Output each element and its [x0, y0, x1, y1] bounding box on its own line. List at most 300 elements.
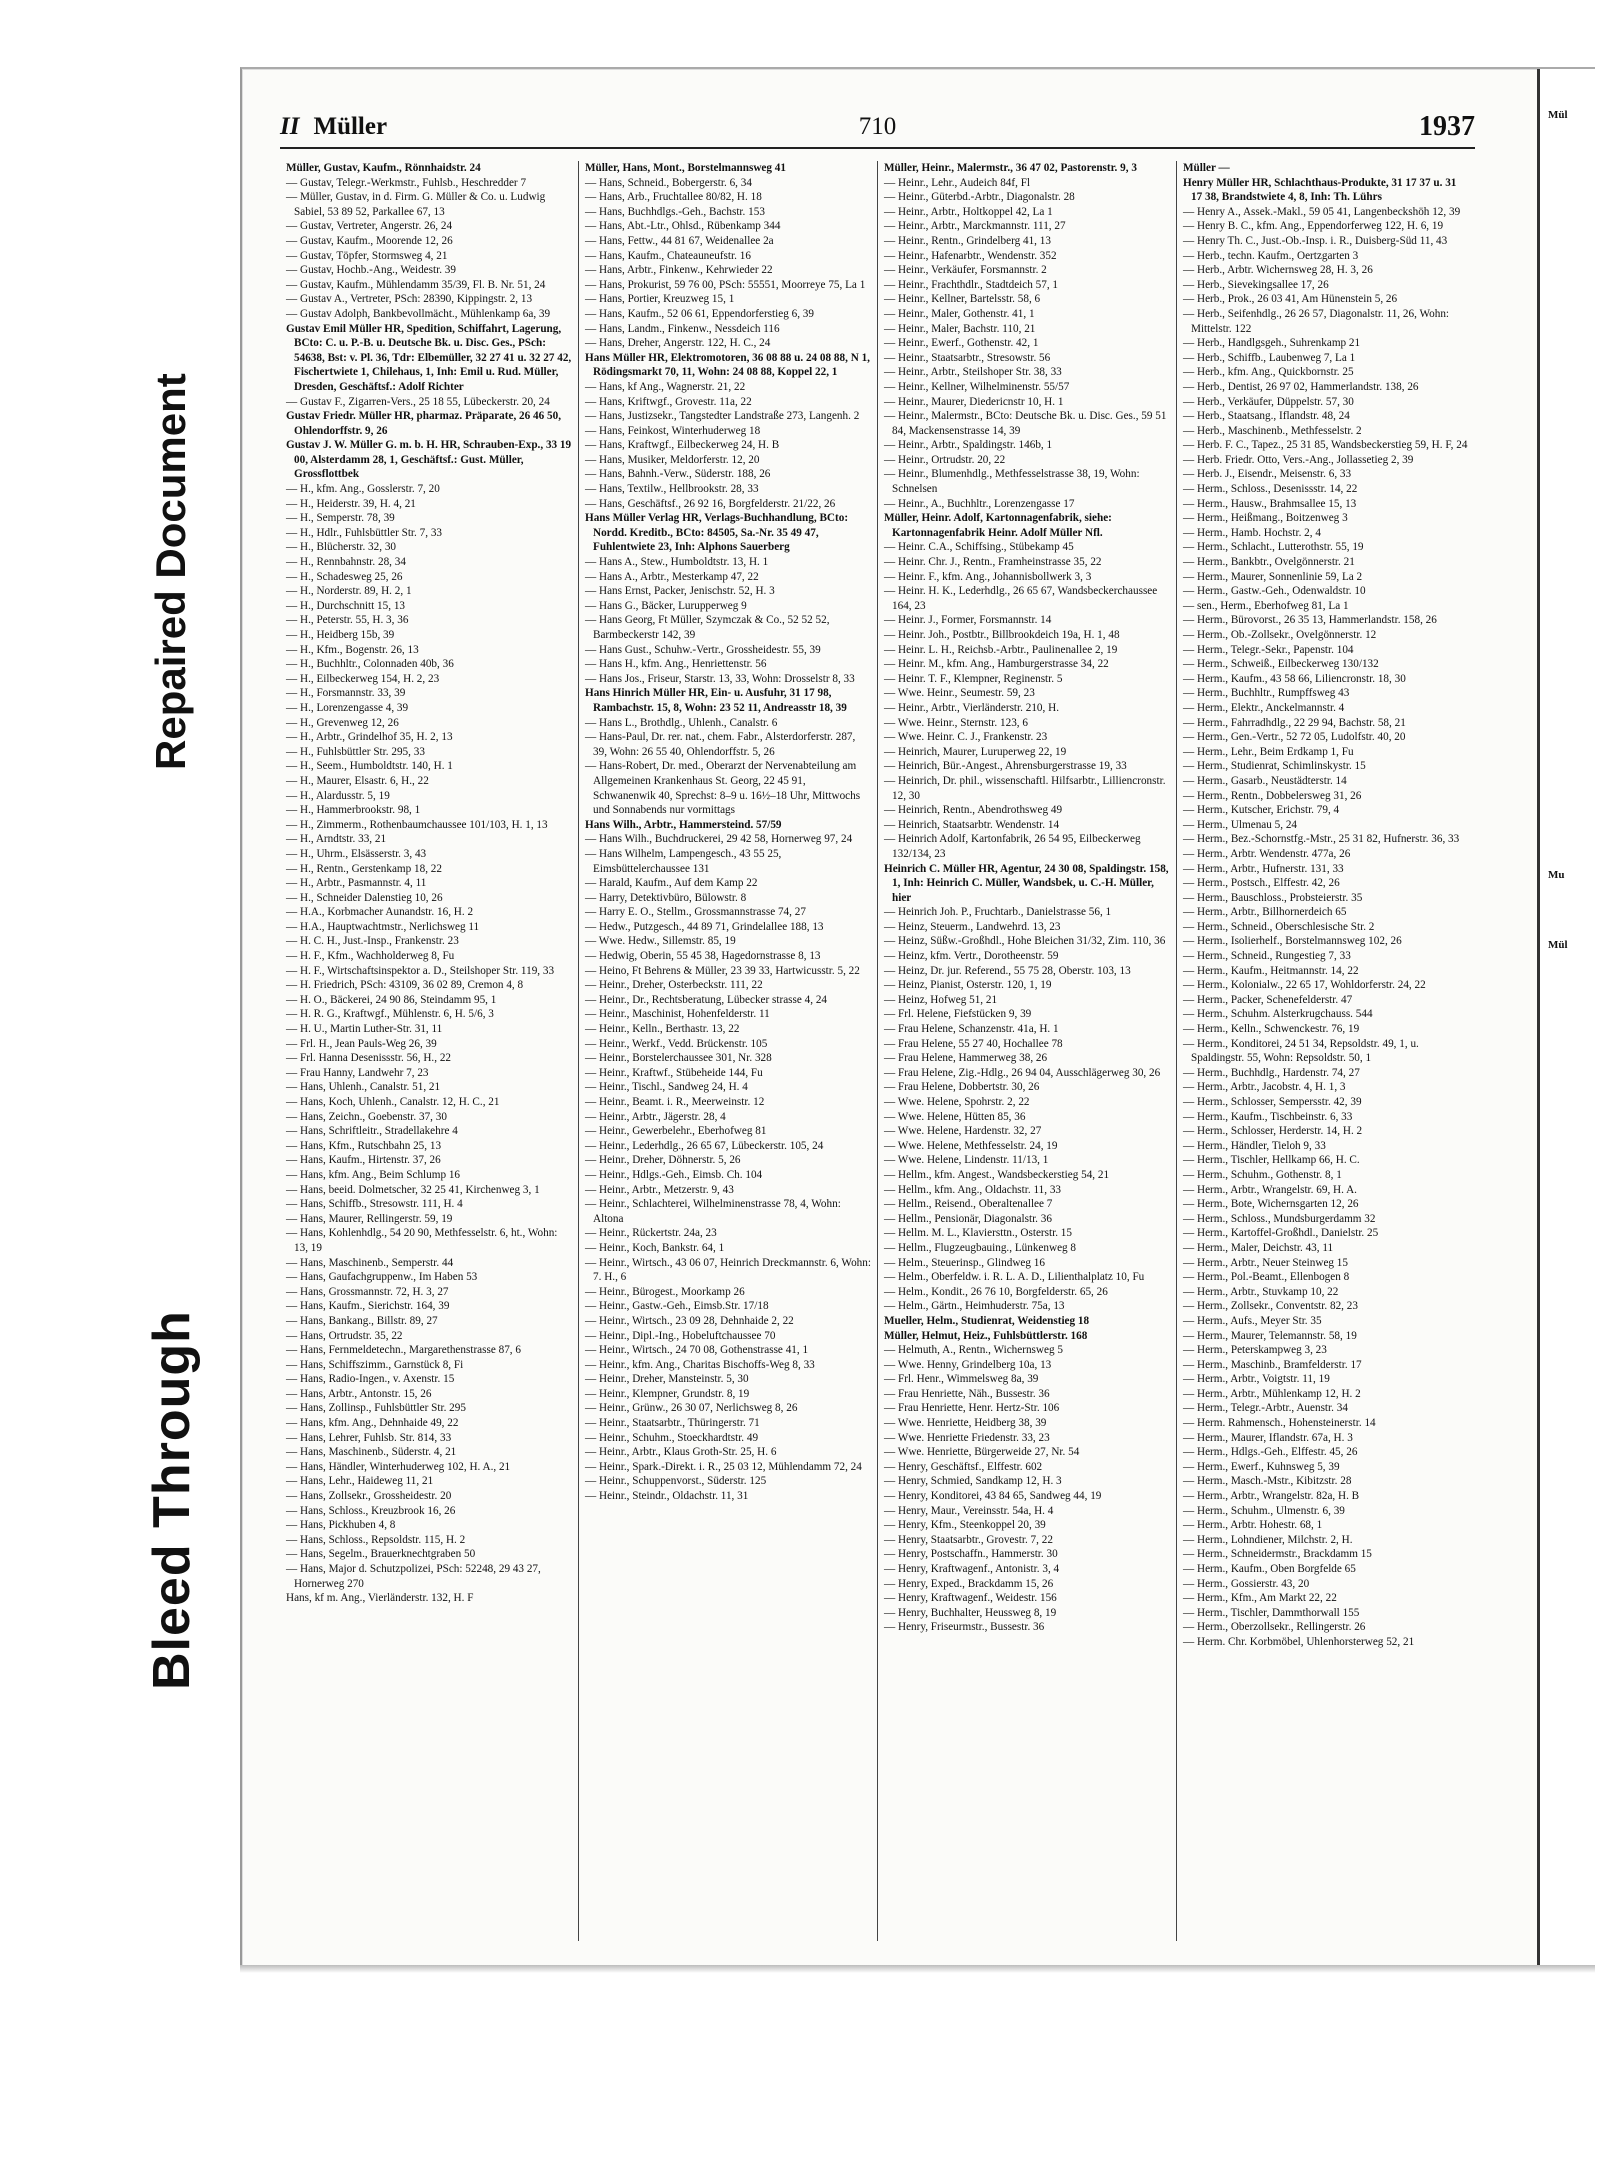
directory-entry: — Hellm. M. L., Klaviersttn., Osterstr. 15: [884, 1227, 1072, 1240]
directory-entry: — Herm., Rentn., Dobbelersweg 31, 26: [1183, 789, 1362, 802]
directory-entry: — H. O., Bäckerei, 24 90 86, Steindamm 95, 1: [286, 993, 497, 1006]
directory-entry: — Wwe. Henny, Grindelberg 10a, 13: [884, 1358, 1052, 1371]
directory-entry: — Hans, Justizsekr., Tangstedter Landstraße 273, Langenh. 2: [585, 410, 860, 423]
directory-entry: — Hans, Kaufm., Hirtenstr. 37, 26: [286, 1154, 441, 1167]
directory-entry: — Hans, Kaufm., Chateauneufstr. 16: [585, 249, 751, 262]
directory-entry: — Herb., Arbtr. Wichernsweg 28, H. 3, 26: [1183, 264, 1373, 277]
directory-entry: — Herb., kfm. Ang., Quickbornstr. 25: [1183, 366, 1354, 379]
directory-entry: — Heinr., Lederhdlg., 26 65 67, Lübeckerstr. 105, 24: [585, 1139, 824, 1152]
directory-entry: — H., Alardusstr. 5, 19: [286, 789, 390, 802]
directory-entry: — Heinr., Klempner, Grundstr. 8, 19: [585, 1387, 750, 1400]
directory-entry: — Wwe. Henriette, Heidberg 38, 39: [884, 1417, 1047, 1430]
directory-entry: — Herm., Hamb. Hochstr. 2, 4: [1183, 526, 1321, 539]
directory-entry: — Hans, Portier, Kreuzweg 15, 1: [585, 293, 735, 306]
directory-entry: — Heinr., Dr., Rechtsberatung, Lübecker strasse 4, 24: [585, 993, 828, 1006]
directory-entry: — Müller, Gustav, in d. Firm. G. Müller & Co. u. Ludwig Sabiel, 53 89 52, Parkallee 67, 13: [286, 191, 546, 218]
directory-entry: — Frau Helene, Zig.-Hdlg., 26 94 04, Ausschlägerweg 30, 26: [884, 1066, 1161, 1079]
directory-entry: — Wwe. Hedw., Sillemstr. 85, 19: [585, 935, 736, 948]
directory-entry: — Frau Henriette, Näh., Bussestr. 36: [884, 1387, 1050, 1400]
directory-entry: — Heinr., Beamt. i. R., Meerweinstr. 12: [585, 1096, 765, 1108]
directory-entry: — Hans Georg, Ft Müller, Szymczak & Co., 52 52 52, Barmbeckerstr 142, 39: [585, 614, 830, 641]
directory-entry: — Herb., techn. Kaufm., Oertzgarten 3: [1183, 249, 1359, 262]
directory-entry: — Heinr., Verkäufer, Forsmannstr. 2: [884, 264, 1047, 277]
directory-entry: — Hans, Dreher, Angerstr. 122, H. C., 24: [585, 337, 771, 350]
directory-entry: — Herm., Konditorei, 24 51 34, Repsoldstr. 49, 1, u. Spaldingstr. 55, Wohn: Repsoldstr. 50, 1: [1183, 1037, 1419, 1065]
directory-entry: — Henry, Schmied, Sandkamp 12, H. 3: [884, 1475, 1062, 1488]
directory-entry: — Herm., Schweiß., Eilbeckerweg 130/132: [1183, 658, 1379, 671]
directory-entry: — Herm., Maler, Deichstr. 43, 11: [1183, 1241, 1334, 1254]
directory-entry: — Heinr., Ewerf., Gothenstr. 42, 1: [884, 337, 1039, 350]
directory-entry: — H., Schadesweg 25, 26: [286, 570, 403, 583]
directory-entry: — Herb., Schiffb., Laubenweg 7, La 1: [1183, 351, 1356, 364]
directory-entry: — Herm., Telegr.-Sekr., Papenstr. 104: [1183, 643, 1354, 656]
directory-entry: — Herm., Zollsekr., Conventstr. 82, 23: [1183, 1300, 1358, 1313]
directory-entry: — Hans L., Brothdlg., Uhlenh., Canalstr. 6: [585, 716, 778, 729]
directory-entry: — Herm., Gasarb., Neustädterstr. 14: [1183, 774, 1347, 787]
directory-entry: — Frau Helene, Schanzenstr. 41a, H. 1: [884, 1023, 1059, 1036]
directory-entry: — Henry, Buchhalter, Heussweg 8, 19: [884, 1606, 1057, 1619]
directory-entry: — Heinr., Ortrudstr. 20, 22: [884, 453, 1006, 466]
directory-entry: — Herm., Postsch., Elffestr. 42, 26: [1183, 877, 1340, 890]
directory-entry: — Herm., Isolierhelf., Borstelmannsweg 102, 26: [1183, 935, 1402, 948]
directory-entry: — H., Uhrm., Elsässerstr. 3, 43: [286, 847, 427, 860]
directory-entry: — Hans, kfm. Ang., Beim Schlump 16: [286, 1168, 461, 1181]
directory-entry: — Hans, Fettw., 44 81 67, Weidenallee 2a: [585, 234, 774, 247]
directory-entry: — Herm., Lohndiener, Milchstr. 2, H.: [1183, 1533, 1353, 1546]
directory-entry: — Hans, Kaufm., 52 06 61, Eppendorferstieg 6, 39: [585, 307, 814, 320]
directory-entry: — H., Arbtr., Pasmannstr. 4, 11: [286, 877, 427, 890]
directory-entry: — Heinr., Maurer, Diedericnstr 10, H. 1: [884, 395, 1064, 408]
directory-entry: — Hans, Lehrer, Fuhlsb. Str. 814, 33: [286, 1431, 452, 1444]
directory-entry: — Herm., Händler, Tieloh 9, 33: [1183, 1139, 1326, 1152]
directory-entry: — Hans, Textilw., Hellbrookstr. 28, 33: [585, 483, 759, 496]
directory-entry: — Heinr. J., Former, Forsmannstr. 14: [884, 614, 1052, 627]
directory-entry: — H., Arndtstr. 33, 21: [286, 833, 387, 846]
directory-entry: — Heinrich Adolf, Kartonfabrik, 26 54 95, Eilbeckerweg 132/134, 23: [884, 833, 1141, 860]
directory-entry: — Hans, Buchhdlgs.-Geh., Bachstr. 153: [585, 205, 765, 218]
directory-entry: — Helm., Steuerinsp., Glindweg 16: [884, 1256, 1045, 1269]
directory-entry: — Herm., Fahrradhdlg., 22 29 94, Bachstr. 58, 21: [1183, 716, 1406, 729]
directory-entry: — Heinr., Werkf., Vedd. Brückenstr. 105: [585, 1037, 768, 1050]
directory-entry: — Herm., Bote, Wichernsgarten 12, 26: [1183, 1198, 1359, 1211]
directory-entry: — Herb., Seifenhdlg., 26 26 57, Diagonalstr. 11, 26, Wohn: Mittelstr. 122: [1183, 307, 1450, 335]
directory-entry: — Herm., Bauschloss., Probsteierstr. 35: [1183, 891, 1363, 904]
directory-entry: — Frl. Helene, Fiefstücken 9, 39: [884, 1008, 1032, 1021]
directory-entry: — Hans A., Arbtr., Mesterkamp 47, 22: [585, 570, 759, 583]
directory-entry: — H., Hammerbrookstr. 98, 1: [286, 804, 421, 817]
directory-entry: — Herb., Staatsang., Iflandstr. 48, 24: [1183, 410, 1350, 423]
directory-entry: — Frau Helene, Dobbertstr. 30, 26: [884, 1081, 1040, 1094]
bleed-through-label: Bleed Through: [143, 1310, 201, 1690]
directory-entry: — Heinr., Borstelerchaussee 301, Nr. 328: [585, 1052, 772, 1065]
directory-entry: — H., Forsmannstr. 33, 39: [286, 687, 406, 700]
directory-entry: — Herm., Hausw., Brahmsallee 15, 13: [1183, 497, 1357, 510]
directory-entry: — Heinrich, Staatsarbtr. Wendenstr. 14: [884, 818, 1060, 831]
directory-entry: — Herm., Arbtr., Hufnerstr. 131, 33: [1183, 862, 1344, 875]
directory-entry: — Heinrich, Dr. phil., wissenschaftl. Hilfsarbtr., Lilliencronstr. 12, 30: [884, 774, 1166, 802]
directory-entry: — Herm., Tischler, Dammthorwall 155: [1183, 1606, 1360, 1619]
directory-entry: — Herm., Bürovorst., 26 35 13, Hammerlandstr. 158, 26: [1183, 614, 1437, 627]
directory-entry: — Herb., Dentist, 26 97 02, Hammerlandstr. 138, 26: [1183, 380, 1419, 393]
directory-entry: — H., Peterstr. 55, H. 3, 36: [286, 614, 409, 627]
directory-entry: — Herm., Oberzollsekr., Rellingerstr. 26: [1183, 1621, 1366, 1634]
directory-entry: — H., Kfm., Bogenstr. 26, 13: [286, 643, 419, 656]
header-year: 1937: [1419, 111, 1475, 142]
directory-entry: — H., Durchschnitt 15, 13: [286, 599, 406, 612]
directory-entry: Mueller, Helm., Studienrat, Weidenstieg 18: [884, 1314, 1090, 1327]
directory-entry: — Henry, Staatsarbtr., Grovestr. 7, 22: [884, 1533, 1053, 1546]
directory-entry: — Hans, Kriftwgf., Grovestr. 11a, 22: [585, 395, 752, 408]
directory-entry: — Frau Helene, Hammerweg 38, 26: [884, 1052, 1048, 1065]
directory-entry: — Herb., Maschinenb., Methfesselstr. 2: [1183, 424, 1362, 437]
directory-entry: — Heinz, Hofweg 51, 21: [884, 993, 998, 1006]
directory-entry: — Herb. Friedr. Otto, Vers.-Ang., Jollassetieg 2, 39: [1183, 453, 1414, 466]
directory-entry: — Hans Ernst, Packer, Jenischstr. 52, H. 3: [585, 585, 775, 598]
directory-entry: — Frl. Henr., Wimmelsweg 8a, 39: [884, 1373, 1039, 1386]
directory-entry: — Heinr., Koch, Bankstr. 64, 1: [585, 1241, 725, 1254]
directory-entry: — Heinr., Schuppenvorst., Süderstr. 125: [585, 1475, 767, 1488]
directory-entry: — Harry E. O., Stellm., Grossmannstrasse 74, 27: [585, 906, 806, 919]
directory-entry: — Herm., Arbtr. Hohestr. 68, 1: [1183, 1519, 1323, 1532]
directory-entry: — Hans Wilh., Buchdruckerei, 29 42 58, Hornerweg 97, 24: [585, 833, 853, 846]
directory-entry: — H. C. H., Just.-Insp., Frankenstr. 23: [286, 935, 459, 948]
directory-entry: — Hans, Maurer, Rellingerstr. 59, 19: [286, 1212, 453, 1225]
directory-entry: — Herm., Tischler, Hellkamp 66, H. C.: [1183, 1154, 1360, 1167]
directory-entry: — Hans G., Bäcker, Lurupperweg 9: [585, 599, 747, 612]
directory-entry: — Heinrich, Bür.-Angest., Ahrensburgerstrasse 19, 33: [884, 760, 1127, 773]
directory-entry: — Hans, kf Ang., Wagnerstr. 21, 22: [585, 380, 746, 393]
directory-entry: — Hans, Kraftwgf., Eilbeckerweg 24, H. B: [585, 439, 780, 452]
directory-entry: — Hans, Geschäftsf., 26 92 16, Borgfelderstr. 21/22, 26: [585, 497, 836, 510]
directory-entry: — Hans, Landm., Finkenw., Nessdeich 116: [585, 322, 780, 335]
directory-entry: — Heinr. L. H., Reichsb.-Arbtr., Paulinenallee 2, 19: [884, 643, 1118, 656]
directory-entry: — Heinz, Pianist, Osterstr. 120, 1, 19: [884, 979, 1052, 992]
directory-entry: — Henry, Geschäftsf., Elffestr. 602: [884, 1460, 1043, 1473]
directory-entry: — Hans, Maschinenb., Süderstr. 4, 21: [286, 1446, 457, 1459]
directory-entry: — Herm., Elektr., Anckelmannstr. 4: [1183, 701, 1345, 714]
directory-entry: — Herb., Verkäufer, Düppelstr. 57, 30: [1183, 395, 1354, 408]
directory-entry: — Gustav, Töpfer, Stormsweg 4, 21: [286, 249, 448, 262]
directory-entry: — Heinz, kfm. Vertr., Dorotheenstr. 59: [884, 950, 1059, 963]
directory-entry: — Hans, Feinkost, Winterhuderweg 18: [585, 424, 761, 437]
directory-entry: — H., kfm. Ang., Gosslerstr. 7, 20: [286, 483, 440, 496]
directory-entry: — Heinr., Kellner, Bartelsstr. 58, 6: [884, 293, 1041, 306]
directory-entry: — H., Heidberg 15b, 39: [286, 629, 395, 641]
directory-entry: — Frau Henriette, Henr. Hertz-Str. 106: [884, 1402, 1060, 1415]
directory-entry: — Hellm., kfm. Angest., Wandsbeckerstieg 54, 21: [884, 1168, 1110, 1181]
directory-entry: — H., Eilbeckerweg 154, H. 2, 23: [286, 672, 440, 685]
directory-entry: — H., Hdlr., Fuhlsbüttler Str. 7, 33: [286, 526, 443, 539]
scanned-page: [240, 67, 1595, 1967]
directory-entry: — Herm., Schuhm. Alsterkrugchauss. 544: [1183, 1008, 1373, 1021]
directory-entry: — Hans Gust., Schuhw.-Vertr., Grossheidestr. 55, 39: [585, 643, 821, 656]
directory-entry: — Henry, Maur., Vereinsstr. 54a, H. 4: [884, 1504, 1054, 1517]
directory-entry: — Hans, Schneid., Bobergerstr. 6, 34: [585, 176, 752, 189]
directory-entry: — Herm., Buchhltr., Rumpffsweg 43: [1183, 687, 1350, 700]
directory-entry: — Hans-Paul, Dr. rer. nat., chem. Fabr., Alsterdorferstr. 287, 39, Wohn: 26 55 40, Ohlendorffstr. 5, 26: [585, 731, 856, 758]
directory-entry: — H.A., Korbmacher Aunandstr. 16, H. 2: [286, 906, 474, 919]
directory-entry: — Heinr., Arbtr., Marckmannstr. 111, 27: [884, 220, 1066, 233]
directory-entry: — Herm., Schloss., Mundsburgerdamm 32: [1183, 1212, 1376, 1225]
directory-entry: — sen., Herm., Eberhofweg 81, La 1: [1183, 599, 1349, 612]
directory-entry: — Heinr., Gastw.-Geh., Eimsb.Str. 17/18: [585, 1300, 769, 1313]
directory-entry: — Heinr., Maler, Bachstr. 110, 21: [884, 322, 1036, 335]
directory-entry: — Hans, Zollsekr., Grossheidestr. 20: [286, 1490, 452, 1503]
directory-entry: — Herm., Maschinb., Bramfelderstr. 17: [1183, 1358, 1362, 1371]
column-4: [1177, 161, 1475, 1941]
directory-entry: — Herm., Kaufm., Oben Borgfelde 65: [1183, 1563, 1356, 1575]
column-2: [579, 161, 878, 1941]
directory-entry: — Heinr., Arbtr., Metzerstr. 9, 43: [585, 1183, 734, 1196]
directory-entry: — Hans, Schiffb., Stresowstr. 111, H. 4: [286, 1198, 463, 1211]
directory-entry: — Hans, Lehr., Haideweg 11, 21: [286, 1475, 434, 1488]
directory-entry: — Hans, Gaufachgruppenw., Im Haben 53: [286, 1271, 478, 1284]
directory-entry: — Heinr., Steindr., Oldachstr. 11, 31: [585, 1490, 749, 1503]
directory-entry: — Hans Wilhelm, Lampengesch., 43 55 25, Eimsbüttelerchaussee 131: [585, 847, 782, 875]
directory-entry: — Herm., Schuhm., Ulmenstr. 6, 39: [1183, 1504, 1345, 1517]
directory-entry: — Heinr., Dreher, Döhnerstr. 5, 26: [585, 1154, 741, 1167]
directory-entry: — H. R. G., Kraftwgf., Mühlenstr. 6, H. 5/6, 3: [286, 1008, 494, 1021]
directory-entry: — Hans, Händler, Winterhuderweg 102, H. A., 21: [286, 1460, 511, 1473]
directory-entry: — Herb., Prok., 26 03 41, Am Hünenstein 5, 26: [1183, 293, 1398, 306]
directory-entry: — Hans, Kohlenhdlg., 54 20 90, Methfesselstr. 6, ht., Wohn: 13, 19: [286, 1227, 558, 1254]
directory-entry: — Herm., Schuhm., Gothenstr. 8, 1: [1183, 1168, 1342, 1181]
directory-entry: — Herm., Ob.-Zollsekr., Ovelgönnerstr. 12: [1183, 629, 1377, 641]
directory-entry: — Heinr. H. K., Lederhdlg., 26 65 67, Wandsbeckerchaussee 164, 23: [884, 585, 1158, 612]
directory-entry: — Wwe. Henriette, Bürgerweide 27, Nr. 54: [884, 1446, 1080, 1459]
directory-entry: — Heinr., Güterbd.-Arbtr., Diagonalstr. 28: [884, 191, 1075, 204]
directory-entry: — Henry, Kraftwagenf., Antonistr. 3, 4: [884, 1563, 1060, 1575]
directory-entry: — Hans, Bahnh.-Verw., Süderstr. 188, 26: [585, 468, 771, 481]
directory-entry: — Hans A., Stew., Humboldtstr. 13, H. 1: [585, 556, 769, 569]
directory-entry: — Hans, Pickhuben 4, 8: [286, 1519, 396, 1532]
directory-entry: — H., Rentn., Gerstenkamp 18, 22: [286, 862, 442, 875]
directory-entry: — Heinr. M., kfm. Ang., Hamburgerstrasse 34, 22: [884, 658, 1109, 671]
directory-entry: — Heinrich, Rentn., Abendrothsweg 49: [884, 804, 1063, 817]
directory-entry: — Hans, Schloss., Kreuzbrook 16, 26: [286, 1504, 456, 1517]
directory-entry: — Hans, Fernmeldetechn., Margarethenstrasse 87, 6: [286, 1344, 521, 1357]
directory-entry: Hans Müller HR, Elektromotoren, 36 08 88 u. 24 08 88, N 1, Rödingsmarkt 70, 11, Wohn: 24 08 88, Koppel 22, 1: [585, 351, 870, 379]
directory-entry: — Hans, Schiffszimm., Garnstück 8, Fi: [286, 1358, 464, 1371]
directory-entry: — Heinr. C.A., Schiffsing., Stübekamp 45: [884, 541, 1074, 554]
edge-word-3: Mül: [1548, 939, 1568, 951]
directory-entry: — H., Norderstr. 89, H. 2, 1: [286, 585, 412, 598]
directory-entry: Henry Müller HR, Schlachthaus-Produkte, 31 17 37 u. 31 17 38, Brandstwiete 4, 8, Inh: Th. Lührs: [1183, 176, 1457, 204]
directory-entry: — Heinr., Kelln., Berthastr. 13, 22: [585, 1023, 740, 1036]
directory-entry: — Heinr., Dreher, Osterbeckstr. 111, 22: [585, 979, 763, 992]
directory-entry: — Herm., Lehr., Beim Erdkamp 1, Fu: [1183, 745, 1354, 758]
directory-entry: — Heinr. Joh., Postbtr., Billbrookdeich 19a, H. 1, 48: [884, 629, 1120, 641]
directory-entry: — Herm., Ewerf., Kuhnsweg 5, 39: [1183, 1460, 1340, 1473]
directory-entry: — Hans, Ortrudstr. 35, 22: [286, 1329, 403, 1342]
directory-entry: — Herb., Sievekingsallee 17, 26: [1183, 278, 1329, 291]
directory-entry: — Gustav F., Zigarren-Vers., 25 18 55, Lübeckerstr. 20, 24: [286, 395, 550, 408]
directory-entry: — Herm., Hdlgs.-Geh., Elffestr. 45, 26: [1183, 1446, 1358, 1459]
directory-entry: — Herm., Kfm., Am Markt 22, 22: [1183, 1592, 1337, 1605]
directory-entry: — Herm., Arbtr., Jacobstr. 4, H. 1, 3: [1183, 1081, 1346, 1094]
directory-entry: — Heinr., Arbtr., Steilshoper Str. 38, 33: [884, 366, 1062, 379]
edge-word-2: Mu: [1548, 869, 1565, 881]
directory-entry: — Herm., Telegr.-Arbtr., Auenstr. 34: [1183, 1402, 1348, 1415]
directory-entry: — Hans, Maschinenb., Semperstr. 44: [286, 1256, 454, 1269]
directory-entry: — Gustav, Vertreter, Angerstr. 26, 24: [286, 220, 453, 233]
directory-entry: — Gustav, Telegr.-Werkmstr., Fuhlsb., Heschredder 7: [286, 176, 527, 189]
directory-entry: — H. F., Wirtschaftsinspektor a. D., Steilshoper Str. 119, 33: [286, 964, 555, 977]
directory-entry: — Heinr., kfm. Ang., Charitas Bischoffs-Weg 8, 33: [585, 1358, 815, 1371]
directory-entry: — Heinr., Arbtr., Vierländerstr. 210, H.: [884, 701, 1059, 714]
directory-entry: Gustav J. W. Müller G. m. b. H. HR, Schrauben-Exp., 33 19 00, Alsterdamm 28, 1, Geschäftsf.: Gust. Müller, Grossflottbek: [286, 439, 572, 481]
directory-entry: — Heino, Ft Behrens & Müller, 23 39 33, Hartwicusstr. 5, 22: [585, 964, 860, 977]
directory-entry: — Herm., Arbtr., Voigtstr. 11, 19: [1183, 1373, 1330, 1386]
directory-entry: — Harry, Detektivbüro, Bülowstr. 8: [585, 891, 747, 904]
directory-entry: Müller, Heinr., Malermstr., 36 47 02, Pastorenstr. 9, 3: [884, 162, 1137, 174]
directory-entry: Müller, Heinr. Adolf, Kartonnagenfabrik, siehe: Kartonnagenfabrik Heinr. Adolf Müller Nfl.: [884, 512, 1112, 539]
directory-entry: — Heinr., Arbtr., Spaldingstr. 146b, 1: [884, 439, 1053, 452]
directory-entry: Hans Wilh., Arbtr., Hammersteind. 57/59: [585, 818, 782, 831]
directory-entry: — H., Semperstr. 78, 39: [286, 512, 395, 525]
directory-entry: — Heinr., Kraftwf., Stübeheide 144, Fu: [585, 1066, 763, 1079]
directory-entry: — Heinr., Lehr., Audeich 84f, Fl: [884, 176, 1031, 189]
directory-entry: — Herm., Arbtr., Wrangelstr. 82a, H. B: [1183, 1490, 1360, 1503]
column-1: [280, 161, 579, 1941]
directory-entry: — Gustav, Kaufm., Moorende 12, 26: [286, 234, 453, 247]
directory-entry: — Frau Hanny, Landwehr 7, 23: [286, 1066, 429, 1079]
directory-entry: — Herm., Packer, Schenefelderstr. 47: [1183, 993, 1353, 1006]
directory-entry: — Herm., Schneidermstr., Brackdamm 15: [1183, 1548, 1372, 1561]
directory-entry: — Heinr., Maler, Gothenstr. 41, 1: [884, 307, 1035, 320]
directory-entry: — Hans, Bankang., Billstr. 89, 27: [286, 1314, 438, 1327]
directory-entry: — Heinr., Blumenhdlg., Methfesselstrasse 38, 19, Wohn: Schnelsen: [884, 468, 1140, 496]
directory-entry: — Herm., Arbtr., Wrangelstr. 69, H. A.: [1183, 1183, 1357, 1196]
directory-entry: — Henry, Friseurmstr., Bussestr. 36: [884, 1621, 1045, 1634]
directory-entry: — Herm., Kartoffel-Großhdl., Danielstr. 25: [1183, 1227, 1379, 1240]
header-surname: Müller: [313, 113, 388, 140]
directory-entry: — H., Seem., Humboldtstr. 140, H. 1: [286, 760, 453, 773]
directory-entry: — Henry, Postschaffn., Hammerstr. 30: [884, 1548, 1058, 1561]
directory-entry: — Gustav, Hochb.-Ang., Weidestr. 39: [286, 264, 456, 277]
directory-entry: — H., Grevenweg 12, 26: [286, 716, 399, 729]
directory-entry: — Hans, Radio-Ingen., v. Axenstr. 15: [286, 1373, 455, 1386]
directory-entry: — H., Rennbahnstr. 28, 34: [286, 556, 406, 569]
directory-entry: — Hans, beeid. Dolmetscher, 32 25 41, Kirchenweg 3, 1: [286, 1183, 540, 1196]
edge-word-1: Mül: [1548, 109, 1568, 121]
directory-entry: — H., Maurer, Elsastr. 6, H., 22: [286, 774, 429, 787]
directory-entry: — Hans, Arbtr., Antonstr. 15, 26: [286, 1387, 432, 1400]
directory-entry: — Hellm., Flugzeugbauing., Lünkenweg 8: [884, 1241, 1077, 1254]
directory-entry: — Helmuth, A., Rentn., Wichernsweg 5: [884, 1344, 1063, 1357]
directory-entry: — Herm., Kutscher, Erichstr. 79, 4: [1183, 804, 1340, 817]
directory-entry: — Hellm., Pensionär, Diagonalstr. 36: [884, 1212, 1052, 1225]
directory-entry: — Gustav A., Vertreter, PSch: 28390, Kippingstr. 2, 13: [286, 293, 533, 306]
directory-entry: — Heinz, Süßw.-Großhdl., Hohe Bleichen 31/32, Zim. 110, 36: [884, 935, 1166, 948]
directory-entry: — H.A., Hauptwachtmstr., Nerlichsweg 11: [286, 920, 480, 933]
directory-entry: Hans, kf m. Ang., Vierländerstr. 132, H. F: [286, 1592, 474, 1605]
directory-entry: — Herm., Gossierstr. 43, 20: [1183, 1577, 1310, 1590]
directory-entry: — Herm., Arbtr., Billhornerdeich 65: [1183, 906, 1347, 919]
directory-entry: — Heinr., Dreher, Mansteinstr. 5, 30: [585, 1373, 749, 1386]
directory-entry: — Herm., Peterskampweg 3, 23: [1183, 1344, 1327, 1357]
directory-entry: — H., Arbtr., Grindelhof 35, H. 2, 13: [286, 731, 453, 744]
directory-entry: — Heinr., Grünw., 26 30 07, Nerlichsweg 8, 26: [585, 1402, 798, 1415]
directory-entry: — Heinz, Dr. jur. Referend., 55 75 28, Oberstr. 103, 13: [884, 964, 1131, 977]
directory-entry: — H., Lorenzengasse 4, 39: [286, 701, 409, 714]
directory-entry: Müller, Hans, Mont., Borstelmannsweg 41: [585, 162, 786, 174]
directory-entry: — Heinr., Staatsarbtr., Stresowstr. 56: [884, 351, 1051, 364]
directory-entry: — Henry, Konditorei, 43 84 65, Sandweg 44, 19: [884, 1490, 1102, 1503]
directory-entry: — Wwe. Heinr., Seumestr. 59, 23: [884, 687, 1035, 700]
directory-entry: — Herm., Gastw.-Geh., Odenwaldstr. 10: [1183, 585, 1366, 598]
directory-entry: — Hans, Zeichn., Goebenstr. 37, 30: [286, 1110, 447, 1123]
directory-entry: — Herm., Aufs., Meyer Str. 35: [1183, 1314, 1322, 1327]
directory-entry: — Herm., Schlacht., Lutterothstr. 55, 19: [1183, 541, 1364, 554]
directory-entry: — Heinr., Wirtsch., 43 06 07, Heinrich Dreckmannstr. 6, Wohn: 7. H., 6: [585, 1256, 871, 1284]
directory-entry: — Hans, Grossmannstr. 72, H. 3, 27: [286, 1285, 449, 1298]
directory-entry: — Herm., Schneid., Rungestieg 7, 33: [1183, 950, 1351, 963]
directory-entry: — Hans, Abt.-Ltr., Ohlsd., Rübenkamp 344: [585, 220, 781, 233]
directory-entry: — Heinr. T. F., Klempner, Reginenstr. 5: [884, 672, 1063, 685]
directory-entry: — Heinr., Kellner, Wilhelminenstr. 55/57: [884, 380, 1070, 393]
directory-entry: Müller, Gustav, Kaufm., Rönnhaidstr. 24: [286, 162, 481, 174]
directory-entry: — Heinr., Hdlgs.-Geh., Eimsb. Ch. 104: [585, 1168, 763, 1181]
directory-entry: — Hellm., Reisend., Oberaltenallee 7: [884, 1198, 1053, 1211]
directory-entry: — Heinr., Gewerbelehr., Eberhofweg 81: [585, 1125, 767, 1138]
directory-entry: — Herm., Pol.-Beamt., Ellenbogen 8: [1183, 1271, 1350, 1284]
directory-entry: — H., Fuhlsbüttler Str. 295, 33: [286, 745, 425, 758]
directory-entry: Gustav Emil Müller HR, Spedition, Schiffahrt, Lagerung, BCto: C. u. P.-B. u. Deutsche Bk. u. Disc. Ges., PSch: 54638, Bst: v. Pl. 36, Tdr: Elbemüller, 32 27 41 u. 32 27 42, Fischertwiete 1, Chilehaus, 1, Inh: Emil u. Rud. Müller, Dresden, Geschäftsf.: Adolf Richter: [286, 322, 572, 393]
directory-entry: — Herm., Kaufm., Tischbeinstr. 6, 33: [1183, 1110, 1353, 1123]
directory-entry: — H., Heiderstr. 39, H. 4, 21: [286, 497, 416, 510]
directory-entry: — Herm., Schneid., Oberschlesische Str. 2: [1183, 920, 1375, 933]
directory-entry: — Herm., Arbtr., Neuer Steinweg 15: [1183, 1256, 1348, 1269]
directory-entry: Hans Müller Verlag HR, Verlags-Buchhandlung, BCto: Nordd. Kreditb., BCto: 84505, Sa.-Nr. 35 49 47, Fuhlentwiete 23, Inh: Alphons Sauerberg: [585, 512, 849, 554]
directory-entry: — Herm., Studienrat, Schimlinskystr. 15: [1183, 760, 1366, 773]
directory-entry: — Heinr., Frachthdlr., Stadtdeich 57, 1: [884, 278, 1059, 291]
directory-entry: — Hans H., kfm. Ang., Henriettenstr. 56: [585, 658, 767, 671]
directory-entry: — Helm., Gärtn., Heimhuderstr. 75a, 13: [884, 1300, 1065, 1313]
directory-entry: — Heinr., Maschinist, Hohenfelderstr. 11: [585, 1008, 770, 1021]
directory-entry: Heinrich C. Müller HR, Agentur, 24 30 08, Spaldingstr. 158, 1, Inh: Heinrich C. Müller, Wandsbek, u. C.-H. Müller, hier: [884, 862, 1169, 904]
directory-entry: — Herm., Maurer, Iflandstr. 67a, H. 3: [1183, 1431, 1353, 1444]
directory-entry: — Herm. Chr. Korbmöbel, Uhlenhorsterweg 52, 21: [1183, 1635, 1415, 1648]
directory-entry: — Herb. F. C., Tapez., 25 31 85, Wandsbeckerstieg 59, H. F, 24: [1183, 439, 1468, 452]
directory-entry: — Herm., Arbtr. Wendenstr. 477a, 26: [1183, 847, 1351, 860]
directory-entry: — Heinr., A., Buchhltr., Lorenzengasse 17: [884, 497, 1075, 510]
directory-entry: — Hans, Kfm., Rutschbahn 25, 13: [286, 1139, 442, 1152]
directory-entry: — Hans, Schriftleitr., Stradellakehre 4: [286, 1125, 458, 1138]
adjacent-page-edge: [1537, 69, 1595, 1967]
directory-entry: — Herm., Kolonialw., 22 65 17, Wohldorferstr. 24, 22: [1183, 979, 1426, 992]
directory-entry: — Heinr., Rentn., Grindelberg 41, 13: [884, 234, 1051, 247]
directory-entry: — Hans, Arb., Fruchtallee 80/82, H. 18: [585, 191, 762, 204]
directory-entry: — Helm., Oberfeldw. i. R. L. A. D., Lilienthalplatz 10, Fu: [884, 1271, 1145, 1284]
directory-entry: — Herm., Schlosser, Herderstr. 14, H. 2: [1183, 1125, 1363, 1138]
directory-entry: — Wwe. Helene, Hardenstr. 32, 27: [884, 1125, 1042, 1138]
directory-entry: — Hans, Uhlenh., Canalstr. 51, 21: [286, 1081, 441, 1094]
directory-entry: — Heinrich Joh. P., Fruchtarb., Danielstrasse 56, 1: [884, 906, 1112, 919]
directory-entry: — Hans, Musiker, Meldorferstr. 12, 20: [585, 453, 760, 466]
directory-entry: — Heinr., Schlachterei, Wilhelminenstrasse 78, 4, Wohn: Altona: [585, 1198, 841, 1225]
directory-entry: Gustav Friedr. Müller HR, pharmaz. Präparate, 26 46 50, Ohlendorffstr. 9, 26: [286, 410, 561, 437]
directory-entry: — Heinr., Arbtr., Jägerstr. 28, 4: [585, 1110, 726, 1123]
directory-entry: — Heinr. F., kfm. Ang., Johannisbollwerk 3, 3: [884, 570, 1092, 583]
directory-entry: — Herb. J., Eisendr., Meisenstr. 6, 33: [1183, 468, 1352, 481]
directory-entry: — Henry, Exped., Brackdamm 15, 26: [884, 1577, 1054, 1590]
directory-entry: — Wwe. Heinr., Sternstr. 123, 6: [884, 716, 1028, 729]
directory-entry: — Herm., Kaufm., 43 58 66, Liliencronstr. 18, 30: [1183, 672, 1406, 685]
directory-entry: — Hedwig, Oberin, 55 45 38, Hagedornstrasse 8, 13: [585, 950, 821, 963]
directory-entry: Müller —: [1183, 162, 1230, 174]
directory-entry: — Herm., Bankbtr., Ovelgönnerstr. 21: [1183, 556, 1355, 569]
